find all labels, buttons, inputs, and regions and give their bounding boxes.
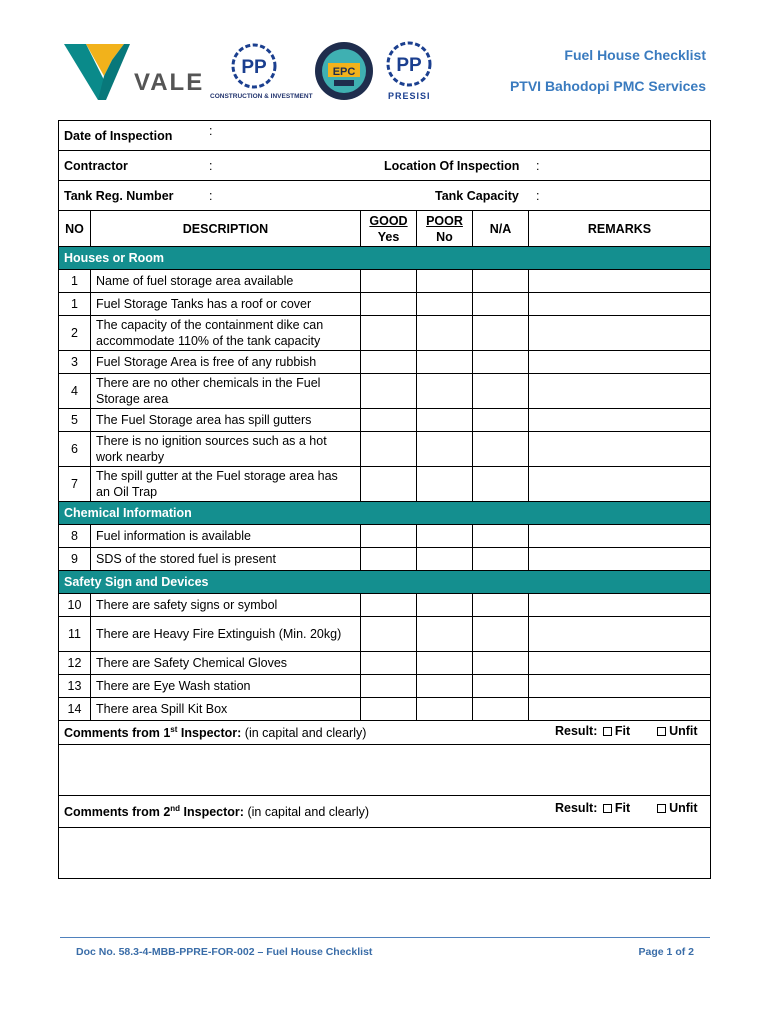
item-number: 1 [59,270,91,293]
item-description: There is no ignition sources such as a hot work nearby [91,432,361,467]
poor-cell[interactable] [417,316,473,351]
second-inspector-comment-row [59,796,711,828]
na-cell[interactable] [473,652,529,675]
item-number: 14 [59,698,91,721]
second-unfit-checkbox[interactable] [657,804,666,813]
tank-capacity-label: Tank Capacity [435,189,519,203]
na-cell[interactable] [473,698,529,721]
checklist-row [59,698,711,721]
remarks-cell[interactable] [529,316,711,351]
good-cell[interactable] [361,698,417,721]
na-cell[interactable] [473,409,529,432]
section-title: Houses or Room [59,247,711,270]
na-cell[interactable] [473,467,529,502]
remarks-cell[interactable] [529,293,711,316]
second-unfit-label: Unfit [669,801,698,815]
item-number: 5 [59,409,91,432]
good-cell[interactable] [361,374,417,409]
na-cell[interactable] [473,525,529,548]
epc-logo [314,40,374,102]
checklist-row [59,432,711,467]
poor-cell[interactable] [417,548,473,571]
remarks-cell[interactable] [529,432,711,467]
tank-row [59,181,711,211]
section-header [59,571,711,594]
checklist-row [59,351,711,374]
remarks-cell[interactable] [529,409,711,432]
vale-logo-text: VALE [134,69,205,96]
second-result [555,801,698,815]
second-comment-label: Comments from 2nd Inspector: [64,803,244,820]
first-unfit-label: Unfit [669,724,698,738]
checklist-row [59,316,711,351]
item-number: 7 [59,467,91,502]
good-cell[interactable] [361,409,417,432]
section-header [59,247,711,270]
pp-presisi-mark-text: PP [396,55,422,76]
poor-cell[interactable] [417,652,473,675]
date-row [59,121,711,151]
na-cell[interactable] [473,316,529,351]
first-comment-label: Comments from 1st Inspector: [64,724,242,741]
remarks-cell[interactable] [529,270,711,293]
checklist-row [59,270,711,293]
item-number: 11 [59,617,91,652]
good-cell[interactable] [361,675,417,698]
poor-cell[interactable] [417,675,473,698]
vale-logo [64,40,214,104]
presisi-caption: PRESISI [388,91,431,101]
good-cell[interactable] [361,293,417,316]
col-na: N/A [473,211,529,247]
footer-doc-number: Doc No. 58.3-4-MBB-PPRE-FOR-002 – Fuel House Checklist [76,946,373,958]
footer-divider [60,937,710,938]
location-field[interactable] [547,155,702,175]
epc-mark-text: EPC [332,66,356,78]
first-fit-checkbox[interactable] [603,727,612,736]
tank-reg-field[interactable] [219,185,369,205]
item-number: 12 [59,652,91,675]
date-field[interactable] [219,125,702,145]
first-result-label: Result: [555,724,598,738]
page-header [0,0,768,110]
remarks-cell[interactable] [529,594,711,617]
item-number: 9 [59,548,91,571]
checklist-items [59,247,711,721]
checklist-table [58,120,711,879]
poor-cell[interactable] [417,432,473,467]
date-label: Date of Inspection [64,128,173,143]
epc-seal-icon [314,40,374,102]
item-description: The capacity of the containment dike can accommodate 110% of the tank capacity [91,316,361,351]
na-cell[interactable] [473,374,529,409]
checklist-row [59,525,711,548]
checklist-row [59,675,711,698]
first-unfit-checkbox[interactable] [657,727,666,736]
item-number: 4 [59,374,91,409]
item-description: The spill gutter at the Fuel storage area has an Oil Trap [91,467,361,502]
first-fit-label: Fit [614,724,631,738]
pp-construction-logo [208,42,312,106]
poor-cell[interactable] [417,525,473,548]
tank-capacity-colon: : [536,189,540,203]
document-subtitle: PTVI Bahodopi PMC Services [509,78,706,94]
col-good-sub: Yes [377,229,400,244]
checklist-row [59,617,711,652]
na-cell[interactable] [473,675,529,698]
date-colon: : [209,124,213,138]
contractor-row [59,151,711,181]
col-good-label: GOOD [369,213,408,228]
pp-presisi-mark-icon [384,40,434,90]
poor-cell[interactable] [417,409,473,432]
item-number: 6 [59,432,91,467]
item-number: 2 [59,316,91,351]
poor-cell[interactable] [417,351,473,374]
tank-reg-colon: : [209,189,213,203]
na-cell[interactable] [473,293,529,316]
vale-mark-icon [64,40,134,102]
remarks-cell[interactable] [529,525,711,548]
item-description: Name of fuel storage area available [91,270,361,293]
good-cell[interactable] [361,525,417,548]
good-cell[interactable] [361,467,417,502]
contractor-colon: : [209,159,213,173]
good-cell[interactable] [361,594,417,617]
na-cell[interactable] [473,594,529,617]
remarks-cell[interactable] [529,351,711,374]
second-comment-field[interactable] [59,828,711,879]
contractor-label: Contractor [64,158,128,173]
footer-page-number: Page 1 of 2 [638,946,694,958]
col-good [361,211,417,247]
remarks-cell[interactable] [529,617,711,652]
col-poor-sub: No [436,229,453,244]
poor-cell[interactable] [417,617,473,652]
poor-cell[interactable] [417,594,473,617]
checklist-row [59,374,711,409]
good-cell[interactable] [361,351,417,374]
na-cell[interactable] [473,548,529,571]
item-description: Fuel Storage Tanks has a roof or cover [91,293,361,316]
checklist-row [59,293,711,316]
first-comment-note: (in capital and clearly) [244,726,367,741]
item-number: 3 [59,351,91,374]
pp-presisi-logo [380,40,442,104]
item-description: There are Safety Chemical Gloves [91,652,361,675]
item-description: SDS of the stored fuel is present [91,548,361,571]
poor-cell[interactable] [417,270,473,293]
first-comment-field[interactable] [59,745,711,796]
second-fit-checkbox[interactable] [603,804,612,813]
second-comment-note: (in capital and clearly) [247,805,370,820]
location-colon: : [536,159,540,173]
item-number: 13 [59,675,91,698]
second-fit-label: Fit [614,801,631,815]
item-description: There area Spill Kit Box [91,698,361,721]
section-title: Safety Sign and Devices [59,571,711,594]
col-description: DESCRIPTION [91,211,361,247]
checklist-row [59,594,711,617]
item-description: There are Heavy Fire Extinguish (Min. 20kg) [91,617,361,652]
poor-cell[interactable] [417,698,473,721]
na-cell[interactable] [473,270,529,293]
good-cell[interactable] [361,652,417,675]
section-title: Chemical Information [59,502,711,525]
first-comment-area [59,745,711,796]
na-cell[interactable] [473,432,529,467]
poor-cell[interactable] [417,293,473,316]
remarks-cell[interactable] [529,374,711,409]
document-title: Fuel House Checklist [564,47,706,63]
poor-cell[interactable] [417,467,473,502]
checklist-row [59,548,711,571]
item-number: 1 [59,293,91,316]
column-header-row [59,211,711,247]
good-cell[interactable] [361,548,417,571]
remarks-cell[interactable] [529,548,711,571]
item-description: Fuel Storage Area is free of any rubbish [91,351,361,374]
item-description: The Fuel Storage area has spill gutters [91,409,361,432]
poor-cell[interactable] [417,374,473,409]
remarks-cell[interactable] [529,675,711,698]
second-result-label: Result: [555,801,598,815]
pp-mark-icon [230,42,290,92]
first-result [555,724,698,738]
na-cell[interactable] [473,351,529,374]
good-cell[interactable] [361,432,417,467]
checklist-row [59,467,711,502]
first-inspector-comment-row [59,721,711,745]
good-cell[interactable] [361,316,417,351]
col-remarks: REMARKS [529,211,711,247]
item-description: There are safety signs or symbol [91,594,361,617]
pp-construction-caption: CONSTRUCTION & INVESTMENT [210,93,313,100]
remarks-cell[interactable] [529,652,711,675]
tank-capacity-field[interactable] [547,185,702,205]
second-comment-area [59,828,711,879]
col-poor-label: POOR [426,213,463,228]
contractor-field[interactable] [219,155,369,175]
section-header [59,502,711,525]
checklist-row [59,409,711,432]
item-description: Fuel information is available [91,525,361,548]
tank-reg-label: Tank Reg. Number [64,188,174,203]
good-cell[interactable] [361,270,417,293]
checklist-row [59,652,711,675]
item-description: There are no other chemicals in the Fuel Storage area [91,374,361,409]
col-no: NO [59,211,91,247]
good-cell[interactable] [361,617,417,652]
item-number: 8 [59,525,91,548]
item-description: There are Eye Wash station [91,675,361,698]
col-poor [417,211,473,247]
item-number: 10 [59,594,91,617]
remarks-cell[interactable] [529,698,711,721]
remarks-cell[interactable] [529,467,711,502]
na-cell[interactable] [473,617,529,652]
location-label: Location Of Inspection [384,159,520,173]
pp-mark-text: PP [241,57,267,78]
